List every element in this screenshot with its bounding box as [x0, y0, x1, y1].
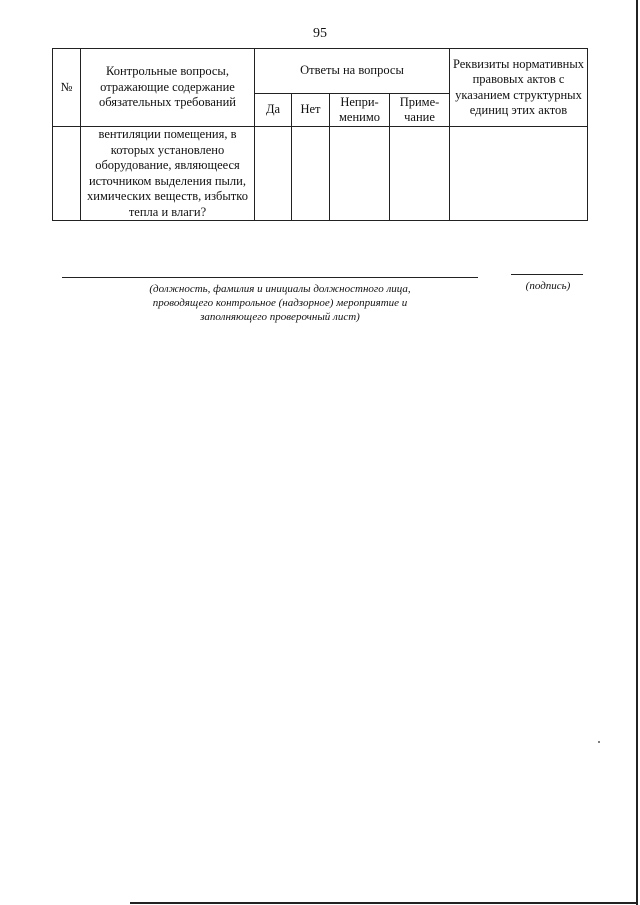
column-header-no: Нет [292, 94, 330, 127]
scan-speck [598, 741, 600, 743]
column-header-number: № [53, 49, 81, 127]
official-caption: (должность, фамилия и инициалы должностного лица, проводящего контрольное (надзорное) мероприятие и заполняющего проверочный лист) [149, 283, 411, 323]
answer-no-cell [292, 127, 330, 221]
column-header-note: Приме- чание [390, 94, 450, 127]
column-header-not-applicable: Непри- менимо [330, 94, 390, 127]
requisites-cell [450, 127, 588, 221]
signature-caption: (подпись) [525, 280, 571, 292]
table-row [53, 127, 588, 221]
page-number: 95 [313, 26, 327, 41]
signature-line-signature [511, 274, 583, 275]
answer-not-applicable-cell [330, 127, 390, 221]
row-number-cell [53, 127, 81, 221]
column-header-answers: Ответы на вопросы [255, 49, 450, 94]
header-row-top [53, 49, 588, 94]
checklist-table [52, 48, 588, 221]
column-header-requisites: Реквизиты нормативных правовых актов с указанием структурных единиц этих актов [450, 49, 588, 127]
page-edge-right [636, 0, 638, 905]
column-header-questions: Контрольные вопросы, отражающие содержание обязательных требований [81, 49, 255, 127]
signature-line-official [62, 277, 478, 278]
page-edge-bottom [130, 902, 636, 904]
column-header-yes: Да [255, 94, 292, 127]
question-cell: вентиляции помещения, в которых установлено оборудование, являющееся источником выделения пыли, химических веществ, избытко тепла и влаги? [81, 127, 255, 221]
answer-yes-cell [255, 127, 292, 221]
answer-note-cell [390, 127, 450, 221]
